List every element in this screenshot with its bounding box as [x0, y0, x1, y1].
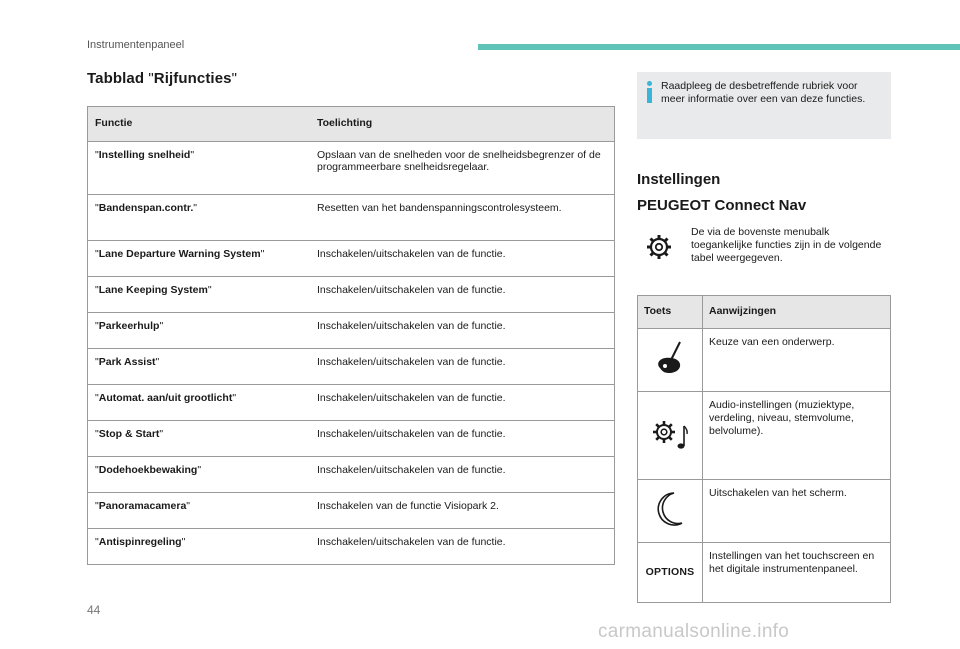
table-row: "Lane Keeping System" Inschakelen/uitschakelen van de functie. — [88, 277, 615, 313]
options-label: OPTIONS — [645, 566, 695, 578]
function-explanation: Inschakelen/uitschakelen van de functie. — [310, 241, 615, 277]
header-accent-bar — [478, 44, 960, 50]
table-row: "Instelling snelheid" Opslaan van de snelheden voor de snelheidsbegrenzer of de programmeerbare snelheidsregelaar. — [88, 142, 615, 195]
table-row: "Stop & Start" Inschakelen/uitschakelen van de functie. — [88, 421, 615, 457]
table-row — [638, 329, 891, 392]
function-explanation: Inschakelen/uitschakelen van de functie. — [310, 277, 615, 313]
column-header-key: Toets — [638, 296, 703, 329]
function-name: Lane Keeping System — [98, 284, 208, 296]
info-text: Raadpleeg de desbetreffende rubriek voor meer informatie over een van deze functies. — [661, 80, 866, 105]
function-name: Parkeerhulp — [98, 320, 160, 332]
options-key — [638, 543, 703, 603]
function-name: Lane Departure Warning System — [98, 248, 261, 260]
function-name: Panoramacamera — [98, 500, 187, 512]
function-explanation: Inschakelen/uitschakelen van de functie. — [310, 529, 615, 565]
function-name: Bandenspan.contr. — [98, 202, 194, 214]
function-explanation: Opslaan van de snelheden voor de snelheidsbegrenzer of de programmeerbare snelheidsregelaar. — [310, 142, 615, 195]
section-header: Instrumentenpaneel — [87, 39, 185, 51]
table-row — [638, 392, 891, 480]
table-row: "Park Assist" Inschakelen/uitschakelen van de functie. — [88, 349, 615, 385]
column-header-notes: Aanwijzingen — [703, 296, 891, 329]
table-row: "Antispinregeling" Inschakelen/uitschakelen van de functie. — [88, 529, 615, 565]
function-name: Instelling snelheid — [98, 149, 191, 161]
table-row: "Dodehoekbewaking" Inschakelen/uitschakelen van de functie. — [88, 457, 615, 493]
function-explanation: Inschakelen van de functie Visiopark 2. — [310, 493, 615, 529]
page-title: Tabblad "Rijfuncties" — [87, 70, 238, 87]
function-name: Dodehoekbewaking — [98, 464, 198, 476]
function-explanation: Inschakelen/uitschakelen van de functie. — [310, 421, 615, 457]
function-name: Automat. aan/uit grootlicht — [98, 392, 233, 404]
table-row: "Parkeerhulp" Inschakelen/uitschakelen van de functie. — [88, 313, 615, 349]
gear-icon — [645, 233, 673, 261]
key-note: Instellingen van het touchscreen en het digitale instrumentenpaneel. — [703, 543, 891, 603]
table-row: "Bandenspan.contr." Resetten van het bandenspanningscontrolesysteem. — [88, 195, 615, 241]
info-icon — [645, 81, 655, 103]
column-header-function: Functie — [88, 107, 311, 142]
settings-heading: Instellingen — [637, 171, 721, 188]
peugeot-connect-heading: PEUGEOT Connect Nav — [637, 197, 807, 214]
function-explanation: Resetten van het bandenspanningscontrolesysteem. — [310, 195, 615, 241]
function-name: Antispinregeling — [98, 536, 182, 548]
function-explanation: Inschakelen/uitschakelen van de functie. — [310, 349, 615, 385]
watermark: carmanualsonline.info — [598, 621, 790, 642]
gear-music-note-icon — [638, 392, 703, 480]
settings-keys-table — [637, 295, 891, 603]
function-explanation: Inschakelen/uitschakelen van de functie. — [310, 313, 615, 349]
function-explanation: Inschakelen/uitschakelen van de functie. — [310, 385, 615, 421]
function-name: Stop & Start — [98, 428, 160, 440]
table-row: "Panoramacamera" Inschakelen van de functie Visiopark 2. — [88, 493, 615, 529]
palette-brush-icon — [638, 329, 703, 392]
table-row: "Automat. aan/uit grootlicht" Inschakelen/uitschakelen van de functie. — [88, 385, 615, 421]
moon-icon — [638, 480, 703, 543]
table-row: "Lane Departure Warning System" Inschakelen/uitschakelen van de functie. — [88, 241, 615, 277]
function-name: Park Assist — [98, 356, 156, 368]
table-row — [638, 480, 891, 543]
function-explanation: Inschakelen/uitschakelen van de functie. — [310, 457, 615, 493]
driving-functions-table — [87, 106, 615, 565]
info-note — [637, 72, 891, 139]
table-row — [638, 543, 891, 603]
key-note: Keuze van een onderwerp. — [703, 329, 891, 392]
column-header-explanation: Toelichting — [310, 107, 615, 142]
key-note: Uitschakelen van het scherm. — [703, 480, 891, 543]
page-number: 44 — [87, 603, 101, 617]
key-note: Audio-instellingen (muziektype, verdeling, niveau, stemvolume, belvolume). — [703, 392, 891, 480]
menu-description: De via de bovenste menubalk toegankelijke functies zijn in de volgende tabel weergegeven. — [691, 226, 882, 264]
